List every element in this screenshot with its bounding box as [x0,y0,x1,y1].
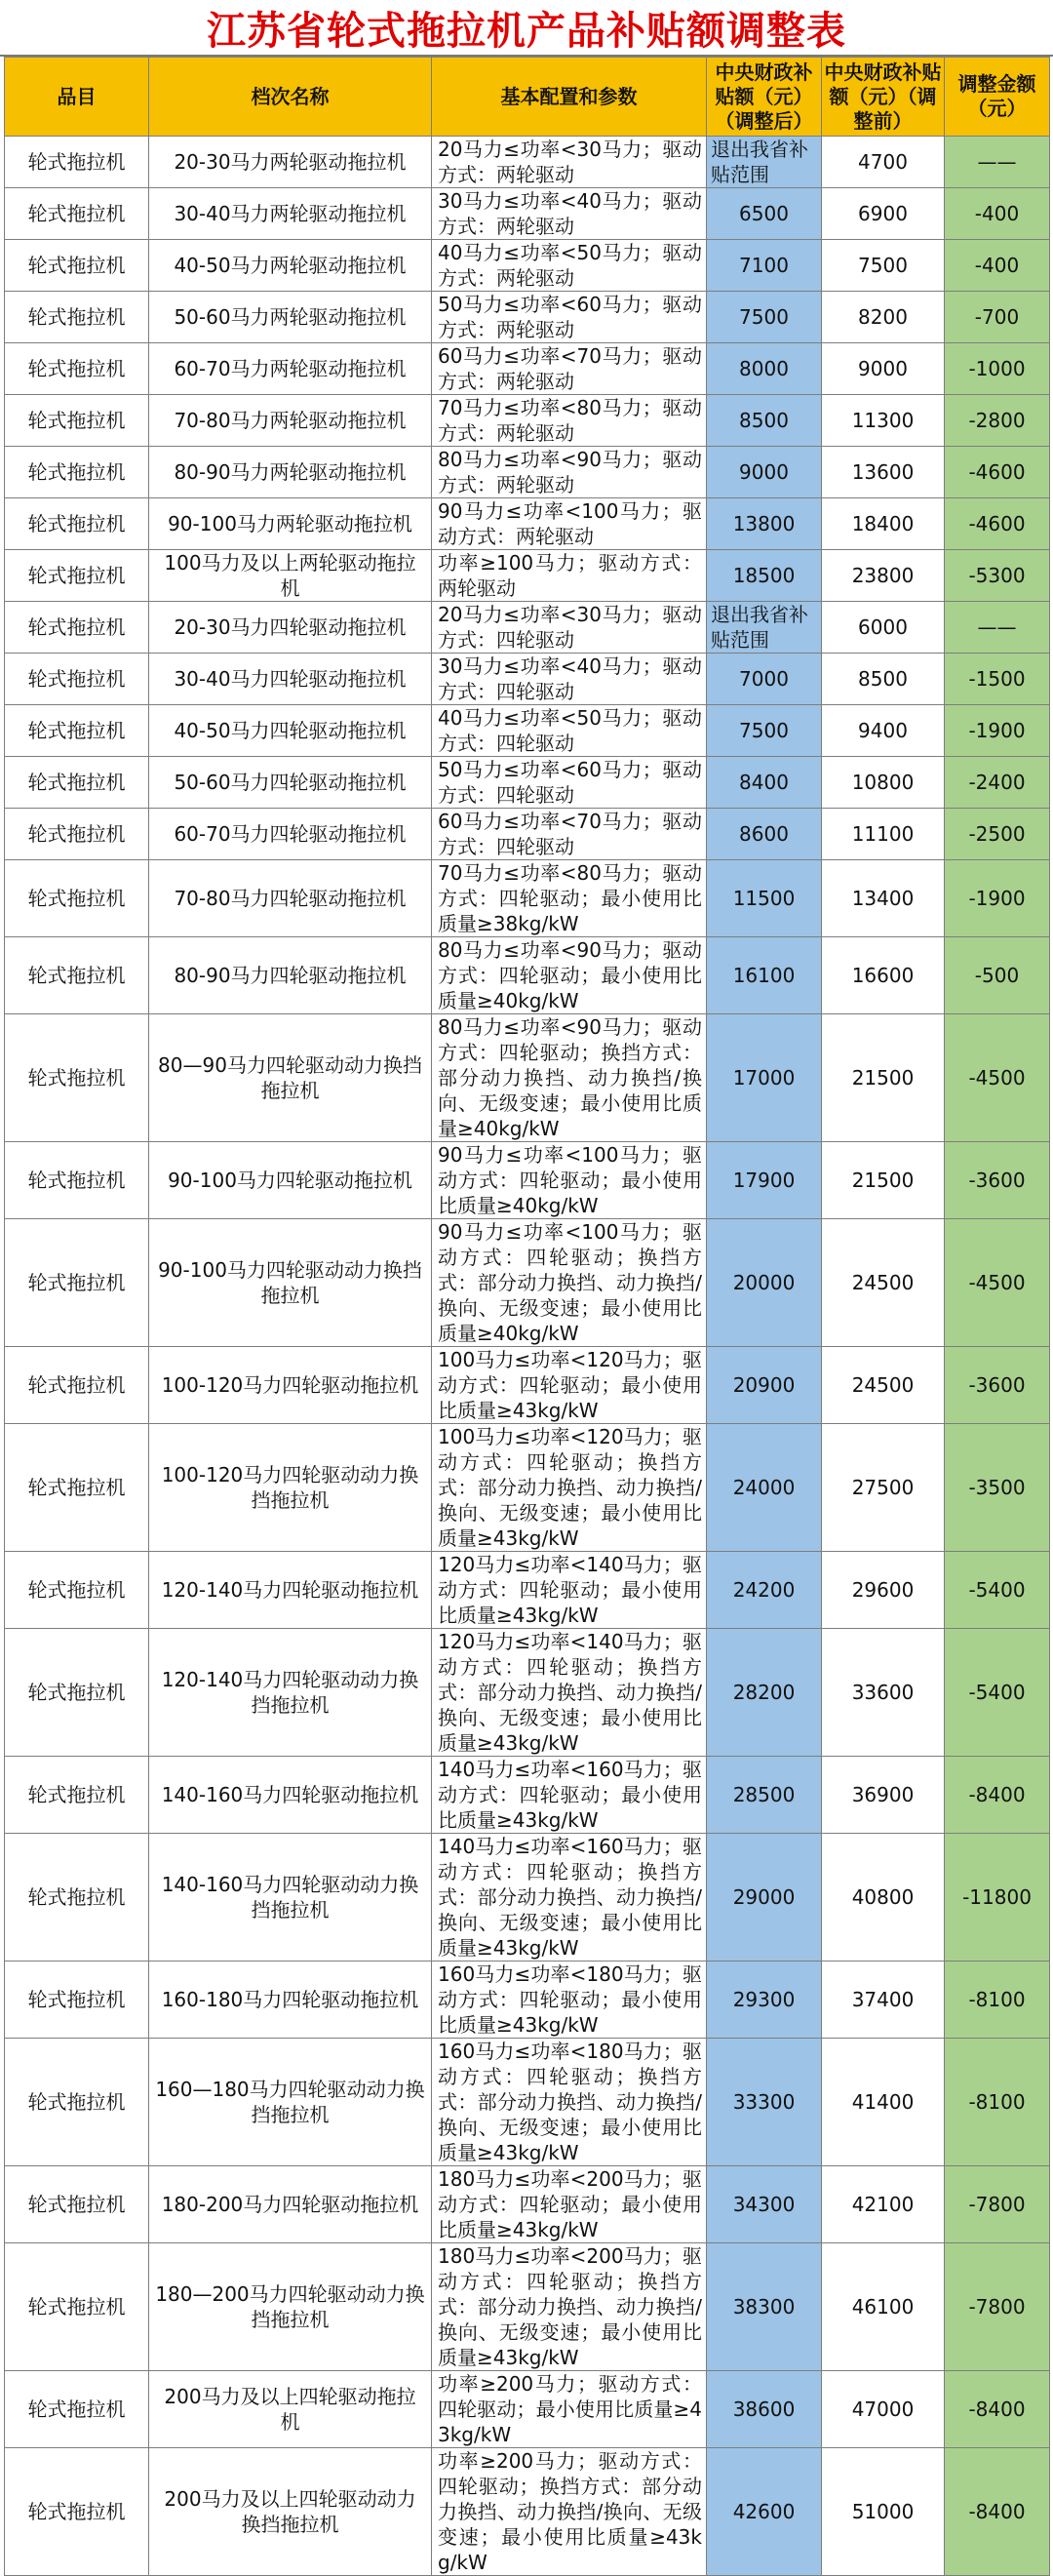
subsidy-after-cell: 13800 [707,498,822,550]
item-cell: 轮式拖拉机 [5,1219,149,1347]
item-cell: 轮式拖拉机 [5,860,149,937]
table-row [5,2243,1050,2371]
subsidy-before-cell: 18400 [822,498,945,550]
tier-name-cell: 120-140马力四轮驱动动力换挡拖拉机 [149,1629,432,1757]
subsidy-before-cell: 9000 [822,343,945,395]
subsidy-before-cell: 46100 [822,2243,945,2371]
config-cell: 90马力≤功率<100马力；驱动方式：两轮驱动 [432,498,707,550]
subsidy-after-cell: 退出我省补贴范围 [707,137,822,188]
config-cell: 70马力≤功率<80马力；驱动方式：四轮驱动；最小使用比质量≥38kg/kW [432,860,707,937]
config-cell: 40马力≤功率<50马力；驱动方式：两轮驱动 [432,240,707,292]
adjustment-cell: -3600 [945,1142,1050,1219]
tier-name-cell: 20-30马力四轮驱动拖拉机 [149,602,432,654]
item-cell: 轮式拖拉机 [5,2166,149,2243]
table-row [5,1142,1050,1219]
tier-name-cell: 90-100马力两轮驱动拖拉机 [149,498,432,550]
table-row [5,1552,1050,1629]
subsidy-before-cell: 21500 [822,1014,945,1142]
subsidy-after-cell: 7500 [707,705,822,757]
config-cell: 80马力≤功率<90马力；驱动方式：四轮驱动；换挡方式：部分动力换挡、动力换挡/换向、无级变速；最小使用比质量≥40kg/kW [432,1014,707,1142]
tier-name-cell: 50-60马力两轮驱动拖拉机 [149,292,432,343]
subsidy-before-cell: 8500 [822,654,945,705]
tier-name-cell: 70-80马力四轮驱动拖拉机 [149,860,432,937]
subsidy-after-cell: 8500 [707,395,822,447]
tier-name-cell: 90-100马力四轮驱动动力换挡拖拉机 [149,1219,432,1347]
subsidy-after-cell: 38600 [707,2371,822,2448]
config-cell: 20马力≤功率<30马力；驱动方式：两轮驱动 [432,137,707,188]
config-cell: 30马力≤功率<40马力；驱动方式：四轮驱动 [432,654,707,705]
adjustment-cell: -3600 [945,1347,1050,1424]
adjustment-cell: -1000 [945,343,1050,395]
table-row [5,809,1050,860]
table-row [5,292,1050,343]
config-cell: 50马力≤功率<60马力；驱动方式：两轮驱动 [432,292,707,343]
adjustment-cell: -2500 [945,809,1050,860]
tier-name-cell: 100-120马力四轮驱动动力换挡拖拉机 [149,1424,432,1552]
subsidy-after-cell: 24000 [707,1424,822,1552]
item-cell: 轮式拖拉机 [5,240,149,292]
subsidy-before-cell: 42100 [822,2166,945,2243]
tier-name-cell: 80-90马力四轮驱动拖拉机 [149,937,432,1014]
subsidy-after-cell: 18500 [707,550,822,602]
tier-name-cell: 40-50马力四轮驱动拖拉机 [149,705,432,757]
subsidy-before-cell: 11300 [822,395,945,447]
item-cell: 轮式拖拉机 [5,2039,149,2166]
adjustment-cell: -7800 [945,2243,1050,2371]
config-cell: 80马力≤功率<90马力；驱动方式：四轮驱动；最小使用比质量≥40kg/kW [432,937,707,1014]
tier-name-cell: 120-140马力四轮驱动拖拉机 [149,1552,432,1629]
subsidy-before-cell: 4700 [822,137,945,188]
subsidy-after-cell: 8600 [707,809,822,860]
item-cell: 轮式拖拉机 [5,2371,149,2448]
subsidy-before-cell: 33600 [822,1629,945,1757]
item-cell: 轮式拖拉机 [5,292,149,343]
subsidy-before-cell: 40800 [822,1834,945,1962]
subsidy-before-cell: 24500 [822,1219,945,1347]
subsidy-after-cell: 7100 [707,240,822,292]
header-tier-name: 档次名称 [149,58,432,137]
item-cell: 轮式拖拉机 [5,550,149,602]
adjustment-cell: -2400 [945,757,1050,809]
table-row [5,2166,1050,2243]
subsidy-after-cell: 20900 [707,1347,822,1424]
tier-name-cell: 140-160马力四轮驱动拖拉机 [149,1757,432,1834]
tier-name-cell: 60-70马力四轮驱动拖拉机 [149,809,432,860]
adjustment-cell: -1900 [945,860,1050,937]
table-row [5,602,1050,654]
tier-name-cell: 160-180马力四轮驱动拖拉机 [149,1962,432,2039]
config-cell: 90马力≤功率<100马力；驱动方式：四轮驱动；最小使用比质量≥40kg/kW [432,1142,707,1219]
adjustment-cell: —— [945,602,1050,654]
config-cell: 100马力≤功率<120马力；驱动方式：四轮驱动；换挡方式：部分动力换挡、动力换挡/换向、无级变速；最小使用比质量≥43kg/kW [432,1424,707,1552]
adjustment-cell: -700 [945,292,1050,343]
subsidy-before-cell: 24500 [822,1347,945,1424]
config-cell: 20马力≤功率<30马力；驱动方式：四轮驱动 [432,602,707,654]
adjustment-cell: -500 [945,937,1050,1014]
config-cell: 功率≥200马力；驱动方式：四轮驱动；最小使用比质量≥43kg/kW [432,2371,707,2448]
table-row [5,1347,1050,1424]
subsidy-before-cell: 21500 [822,1142,945,1219]
adjustment-cell: -4500 [945,1219,1050,1347]
tier-name-cell: 140-160马力四轮驱动动力换挡拖拉机 [149,1834,432,1962]
adjustment-cell: -5400 [945,1629,1050,1757]
subsidy-table [4,57,1050,2576]
adjustment-cell: -11800 [945,1834,1050,1962]
subsidy-after-cell: 16100 [707,937,822,1014]
subsidy-after-cell: 6500 [707,188,822,240]
tier-name-cell: 160—180马力四轮驱动动力换挡拖拉机 [149,2039,432,2166]
subsidy-after-cell: 8000 [707,343,822,395]
table-row [5,1629,1050,1757]
item-cell: 轮式拖拉机 [5,498,149,550]
subsidy-after-cell: 29300 [707,1962,822,2039]
table-row [5,1757,1050,1834]
subsidy-before-cell: 27500 [822,1424,945,1552]
item-cell: 轮式拖拉机 [5,1629,149,1757]
adjustment-cell: -7800 [945,2166,1050,2243]
tier-name-cell: 50-60马力四轮驱动拖拉机 [149,757,432,809]
item-cell: 轮式拖拉机 [5,1552,149,1629]
subsidy-before-cell: 6000 [822,602,945,654]
config-cell: 120马力≤功率<140马力；驱动方式：四轮驱动；换挡方式：部分动力换挡、动力换挡/换向、无级变速；最小使用比质量≥43kg/kW [432,1629,707,1757]
table-row [5,1219,1050,1347]
page-title: 江苏省轮式拖拉机产品补贴额调整表 [0,0,1053,57]
adjustment-cell: -4500 [945,1014,1050,1142]
table-header [5,58,1050,137]
subsidy-after-cell: 退出我省补贴范围 [707,602,822,654]
subsidy-after-cell: 20000 [707,1219,822,1347]
subsidy-after-cell: 34300 [707,2166,822,2243]
table-row [5,1424,1050,1552]
table-row [5,2371,1050,2448]
subsidy-after-cell: 11500 [707,860,822,937]
table-row [5,1834,1050,1962]
tier-name-cell: 200马力及以上四轮驱动拖拉机 [149,2371,432,2448]
subsidy-before-cell: 47000 [822,2371,945,2448]
subsidy-before-cell: 16600 [822,937,945,1014]
adjustment-cell: -8400 [945,1757,1050,1834]
header-item: 品目 [5,58,149,137]
adjustment-cell: -4600 [945,498,1050,550]
item-cell: 轮式拖拉机 [5,654,149,705]
table-row [5,240,1050,292]
config-cell: 160马力≤功率<180马力；驱动方式：四轮驱动；换挡方式：部分动力换挡、动力换挡/换向、无级变速；最小使用比质量≥43kg/kW [432,2039,707,2166]
item-cell: 轮式拖拉机 [5,137,149,188]
item-cell: 轮式拖拉机 [5,757,149,809]
header-subsidy-after: 中央财政补贴额（元）（调整后） [707,58,822,137]
tier-name-cell: 100-120马力四轮驱动拖拉机 [149,1347,432,1424]
config-cell: 60马力≤功率<70马力；驱动方式：两轮驱动 [432,343,707,395]
tier-name-cell: 80-90马力两轮驱动拖拉机 [149,447,432,498]
header-config: 基本配置和参数 [432,58,707,137]
config-cell: 功率≥100马力；驱动方式：两轮驱动 [432,550,707,602]
subsidy-after-cell: 7500 [707,292,822,343]
table-row [5,757,1050,809]
table-row [5,188,1050,240]
table-row [5,2039,1050,2166]
tier-name-cell: 30-40马力四轮驱动拖拉机 [149,654,432,705]
table-row [5,137,1050,188]
subsidy-before-cell: 11100 [822,809,945,860]
subsidy-before-cell: 51000 [822,2448,945,2576]
adjustment-cell: -1500 [945,654,1050,705]
subsidy-after-cell: 38300 [707,2243,822,2371]
config-cell: 50马力≤功率<60马力；驱动方式：四轮驱动 [432,757,707,809]
subsidy-before-cell: 7500 [822,240,945,292]
subsidy-after-cell: 8400 [707,757,822,809]
item-cell: 轮式拖拉机 [5,395,149,447]
table-row [5,705,1050,757]
adjustment-cell: -5400 [945,1552,1050,1629]
tier-name-cell: 30-40马力两轮驱动拖拉机 [149,188,432,240]
tier-name-cell: 180-200马力四轮驱动拖拉机 [149,2166,432,2243]
adjustment-cell: -8400 [945,2371,1050,2448]
item-cell: 轮式拖拉机 [5,602,149,654]
subsidy-after-cell: 24200 [707,1552,822,1629]
adjustment-cell: -3500 [945,1424,1050,1552]
item-cell: 轮式拖拉机 [5,809,149,860]
header-adjustment: 调整金额（元） [945,58,1050,137]
table-row [5,447,1050,498]
config-cell: 100马力≤功率<120马力；驱动方式：四轮驱动；最小使用比质量≥43kg/kW [432,1347,707,1424]
subsidy-before-cell: 41400 [822,2039,945,2166]
item-cell: 轮式拖拉机 [5,1142,149,1219]
config-cell: 160马力≤功率<180马力；驱动方式：四轮驱动；最小使用比质量≥43kg/kW [432,1962,707,2039]
config-cell: 90马力≤功率<100马力；驱动方式：四轮驱动；换挡方式：部分动力换挡、动力换挡/换向、无级变速；最小使用比质量≥40kg/kW [432,1219,707,1347]
config-cell: 140马力≤功率<160马力；驱动方式：四轮驱动；最小使用比质量≥43kg/kW [432,1757,707,1834]
config-cell: 180马力≤功率<200马力；驱动方式：四轮驱动；最小使用比质量≥43kg/kW [432,2166,707,2243]
subsidy-after-cell: 17000 [707,1014,822,1142]
config-cell: 功率≥200马力；驱动方式：四轮驱动；换挡方式：部分动力换挡、动力换挡/换向、无级变速；最小使用比质量≥43kg/kW [432,2448,707,2576]
subsidy-before-cell: 13600 [822,447,945,498]
table-row [5,1014,1050,1142]
table-row [5,550,1050,602]
tier-name-cell: 70-80马力两轮驱动拖拉机 [149,395,432,447]
item-cell: 轮式拖拉机 [5,1834,149,1962]
table-row [5,498,1050,550]
item-cell: 轮式拖拉机 [5,2243,149,2371]
tier-name-cell: 60-70马力两轮驱动拖拉机 [149,343,432,395]
subsidy-after-cell: 17900 [707,1142,822,1219]
table-row [5,1962,1050,2039]
config-cell: 70马力≤功率<80马力；驱动方式：两轮驱动 [432,395,707,447]
item-cell: 轮式拖拉机 [5,937,149,1014]
subsidy-before-cell: 9400 [822,705,945,757]
table-row [5,395,1050,447]
subsidy-before-cell: 13400 [822,860,945,937]
tier-name-cell: 100马力及以上两轮驱动拖拉机 [149,550,432,602]
adjustment-cell: -400 [945,240,1050,292]
adjustment-cell: -8400 [945,2448,1050,2576]
config-cell: 60马力≤功率<70马力；驱动方式：四轮驱动 [432,809,707,860]
config-cell: 180马力≤功率<200马力；驱动方式：四轮驱动；换挡方式：部分动力换挡、动力换挡/换向、无级变速；最小使用比质量≥43kg/kW [432,2243,707,2371]
item-cell: 轮式拖拉机 [5,1014,149,1142]
tier-name-cell: 180—200马力四轮驱动动力换挡拖拉机 [149,2243,432,2371]
subsidy-before-cell: 37400 [822,1962,945,2039]
subsidy-after-cell: 28200 [707,1629,822,1757]
config-cell: 140马力≤功率<160马力；驱动方式：四轮驱动；换挡方式：部分动力换挡、动力换挡/换向、无级变速；最小使用比质量≥43kg/kW [432,1834,707,1962]
item-cell: 轮式拖拉机 [5,705,149,757]
table-row [5,2448,1050,2576]
subsidy-after-cell: 29000 [707,1834,822,1962]
tier-name-cell: 20-30马力两轮驱动拖拉机 [149,137,432,188]
subsidy-before-cell: 8200 [822,292,945,343]
adjustment-cell: -2800 [945,395,1050,447]
subsidy-after-cell: 9000 [707,447,822,498]
subsidy-after-cell: 33300 [707,2039,822,2166]
tier-name-cell: 80—90马力四轮驱动动力换挡拖拉机 [149,1014,432,1142]
subsidy-before-cell: 29600 [822,1552,945,1629]
config-cell: 120马力≤功率<140马力；驱动方式：四轮驱动；最小使用比质量≥43kg/kW [432,1552,707,1629]
item-cell: 轮式拖拉机 [5,447,149,498]
table-row [5,860,1050,937]
item-cell: 轮式拖拉机 [5,2448,149,2576]
adjustment-cell: -1900 [945,705,1050,757]
config-cell: 40马力≤功率<50马力；驱动方式：四轮驱动 [432,705,707,757]
tier-name-cell: 90-100马力四轮驱动拖拉机 [149,1142,432,1219]
item-cell: 轮式拖拉机 [5,188,149,240]
item-cell: 轮式拖拉机 [5,1347,149,1424]
adjustment-cell: -5300 [945,550,1050,602]
adjustment-cell: -4600 [945,447,1050,498]
table-row [5,654,1050,705]
item-cell: 轮式拖拉机 [5,1962,149,2039]
header-subsidy-before: 中央财政补贴额（元）（调整前） [822,58,945,137]
adjustment-cell: -8100 [945,1962,1050,2039]
table-row [5,343,1050,395]
subsidy-after-cell: 7000 [707,654,822,705]
subsidy-after-cell: 42600 [707,2448,822,2576]
subsidy-before-cell: 36900 [822,1757,945,1834]
config-cell: 80马力≤功率<90马力；驱动方式：两轮驱动 [432,447,707,498]
item-cell: 轮式拖拉机 [5,1424,149,1552]
adjustment-cell: —— [945,137,1050,188]
item-cell: 轮式拖拉机 [5,343,149,395]
config-cell: 30马力≤功率<40马力；驱动方式：两轮驱动 [432,188,707,240]
subsidy-before-cell: 23800 [822,550,945,602]
subsidy-before-cell: 10800 [822,757,945,809]
table-body [5,137,1050,2576]
item-cell: 轮式拖拉机 [5,1757,149,1834]
adjustment-cell: -8100 [945,2039,1050,2166]
adjustment-cell: -400 [945,188,1050,240]
subsidy-after-cell: 28500 [707,1757,822,1834]
subsidy-before-cell: 6900 [822,188,945,240]
table-row [5,937,1050,1014]
tier-name-cell: 40-50马力两轮驱动拖拉机 [149,240,432,292]
tier-name-cell: 200马力及以上四轮驱动动力换挡拖拉机 [149,2448,432,2576]
